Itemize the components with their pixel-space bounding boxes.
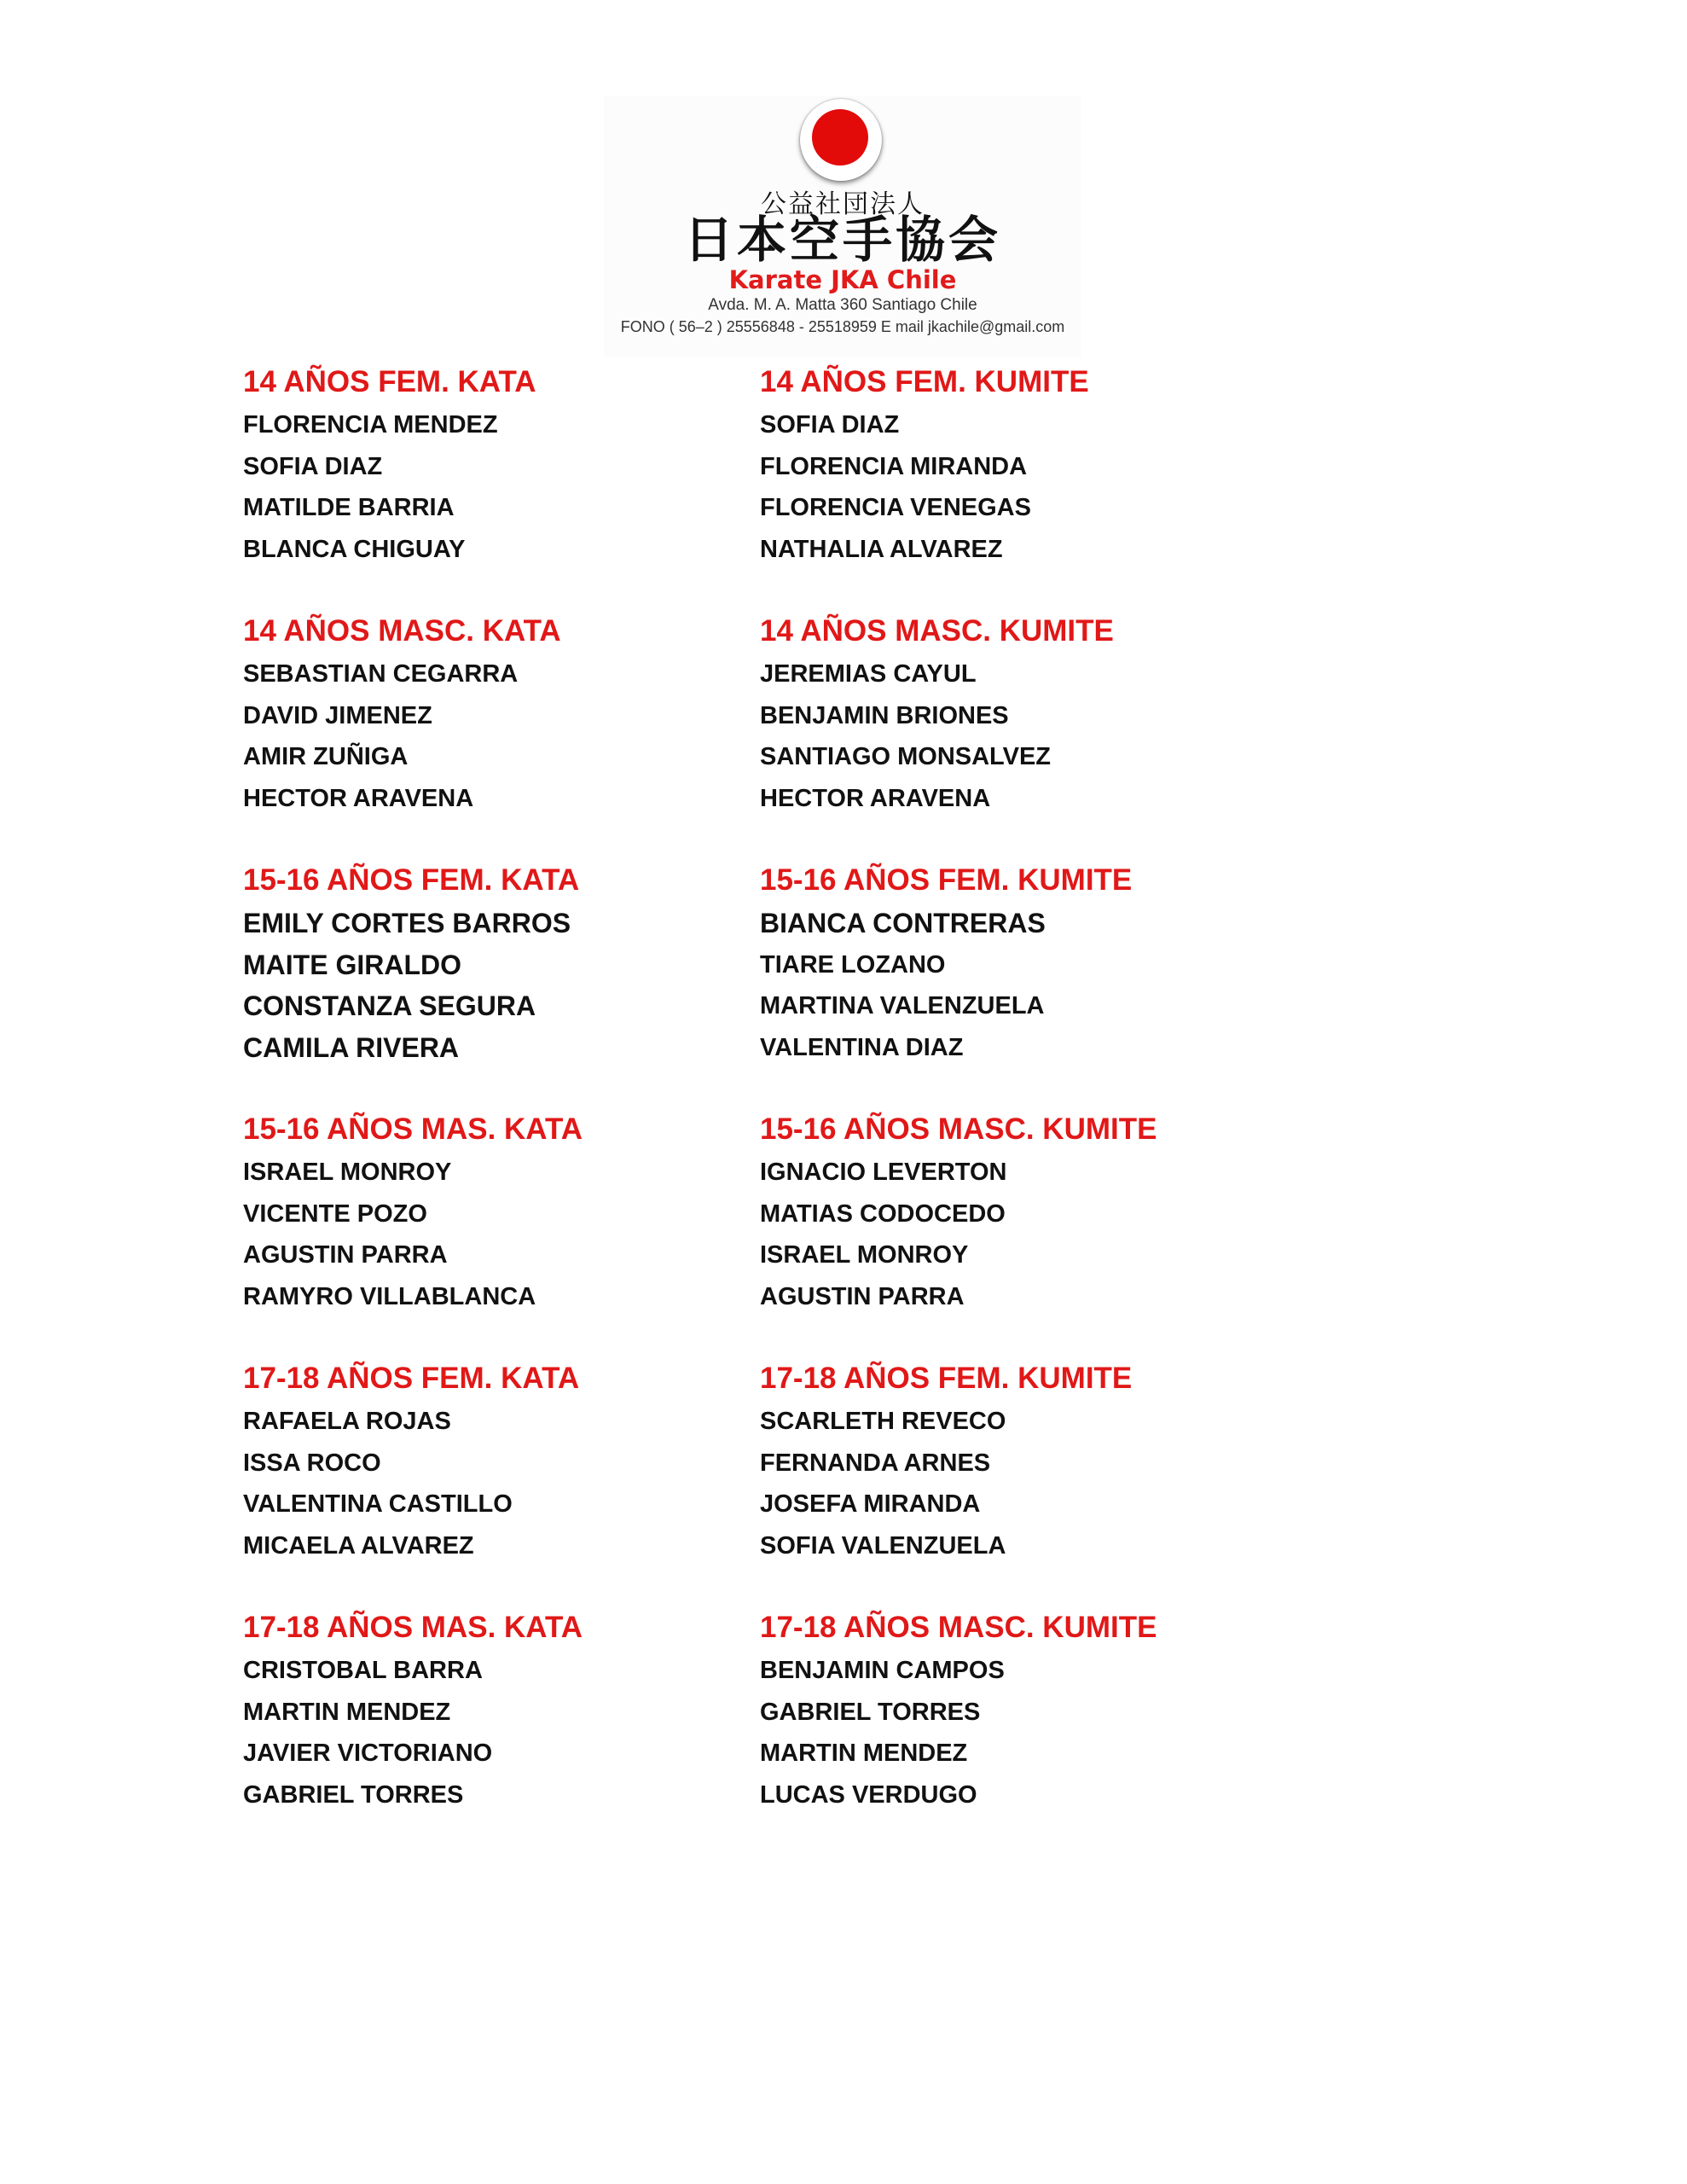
kumite-column <box>760 360 1289 1855</box>
athlete-name: JOSEFA MIRANDA <box>760 1490 981 1518</box>
category-title: 14 AÑOS FEM. KUMITE <box>760 365 1089 398</box>
category-block <box>760 360 1289 609</box>
category-block <box>243 1356 772 1606</box>
category-title: 17-18 AÑOS FEM. KUMITE <box>760 1362 1133 1395</box>
athlete-name: CAMILA RIVERA <box>243 1031 460 1063</box>
athlete-name: AMIR ZUÑIGA <box>243 743 409 770</box>
category-block <box>760 1356 1289 1606</box>
athlete-name: ISRAEL MONROY <box>760 1241 969 1269</box>
athlete-name: SOFIA DIAZ <box>760 411 900 439</box>
athlete-name: FLORENCIA MIRANDA <box>760 452 1028 480</box>
athlete-name: MAITE GIRALDO <box>243 949 461 980</box>
category-block <box>760 1107 1289 1356</box>
athlete-name: JAVIER VICTORIANO <box>243 1740 493 1767</box>
athlete-name: ISSA ROCO <box>243 1449 381 1477</box>
kata-column <box>243 360 772 1855</box>
category-block <box>243 360 772 609</box>
athlete-name: CONSTANZA SEGURA <box>243 990 536 1021</box>
athlete-name: MATILDE BARRIA <box>243 494 455 521</box>
category-block <box>760 609 1289 858</box>
category-title: 15-16 AÑOS FEM. KATA <box>243 863 580 897</box>
athlete-name: MARTINA VALENZUELA <box>760 992 1045 1019</box>
logo-contact: FONO ( 56–2 ) 25556848 - 25518959 E mail jkachile@gmail.com <box>620 318 1065 335</box>
athlete-name: SOFIA DIAZ <box>243 452 383 480</box>
athlete-name: BENJAMIN CAMPOS <box>760 1657 1005 1684</box>
athlete-list <box>760 404 1289 570</box>
category-title: 17-18 AÑOS FEM. KATA <box>243 1362 580 1395</box>
athlete-list <box>243 653 772 819</box>
athlete-name: AGUSTIN PARRA <box>760 1282 965 1310</box>
athlete-name: BIANCA CONTRERAS <box>760 908 1046 938</box>
jka-chile-logo <box>604 96 1081 357</box>
athlete-list <box>760 653 1289 819</box>
athlete-name: FLORENCIA MENDEZ <box>243 411 498 439</box>
category-title: 17-18 AÑOS MAS. KATA <box>243 1611 583 1644</box>
logo-kanji-title: 日本空手協会 <box>683 211 1001 269</box>
athlete-name: ISRAEL MONROY <box>243 1159 452 1186</box>
athlete-list <box>243 1152 772 1317</box>
athlete-list <box>760 903 1289 1068</box>
athlete-name: MARTIN MENDEZ <box>760 1740 968 1767</box>
category-block <box>243 609 772 858</box>
athlete-name: HECTOR ARAVENA <box>243 784 474 812</box>
athlete-name: VALENTINA DIAZ <box>760 1033 964 1061</box>
athlete-name: FLORENCIA VENEGAS <box>760 494 1031 521</box>
category-title: 15-16 AÑOS FEM. KUMITE <box>760 863 1133 897</box>
category-block <box>760 1606 1289 1855</box>
athlete-name: HECTOR ARAVENA <box>760 784 991 812</box>
athlete-name: LUCAS VERDUGO <box>760 1780 977 1809</box>
athlete-name: AGUSTIN PARRA <box>243 1241 448 1269</box>
athlete-name: GABRIEL TORRES <box>760 1698 981 1726</box>
logo-brand-name: Karate JKA Chile <box>728 265 957 294</box>
category-block <box>243 858 772 1107</box>
category-title: 14 AÑOS MASC. KUMITE <box>760 614 1114 648</box>
athlete-name: MARTIN MENDEZ <box>243 1698 451 1726</box>
athlete-name: SEBASTIAN CEGARRA <box>243 660 519 688</box>
athlete-name: VICENTE POZO <box>243 1199 427 1228</box>
athlete-name: FERNANDA ARNES <box>760 1449 991 1477</box>
category-title: 14 AÑOS FEM. KATA <box>243 365 536 398</box>
category-block <box>243 1606 772 1855</box>
athlete-name: IGNACIO LEVERTON <box>760 1159 1007 1186</box>
athlete-name: SOFIA VALENZUELA <box>760 1531 1006 1560</box>
athlete-list <box>760 1650 1289 1815</box>
logo-address: Avda. M. A. Matta 360 Santiago Chile <box>708 296 977 314</box>
athlete-name: SANTIAGO MONSALVEZ <box>760 743 1052 770</box>
athlete-list <box>243 903 772 1068</box>
category-title: 17-18 AÑOS MASC. KUMITE <box>760 1611 1157 1644</box>
athlete-list <box>760 1152 1289 1317</box>
athlete-name: BENJAMIN BRIONES <box>760 701 1009 729</box>
athlete-name: MICAELA ALVAREZ <box>243 1531 474 1560</box>
red-sun-icon <box>812 109 868 166</box>
athlete-name: MATIAS CODOCEDO <box>760 1199 1006 1228</box>
athlete-name: RAMYRO VILLABLANCA <box>243 1282 536 1310</box>
category-block <box>760 858 1289 1107</box>
category-title: 14 AÑOS MASC. KATA <box>243 614 561 648</box>
athlete-name: SCARLETH REVECO <box>760 1408 1006 1435</box>
athlete-list <box>243 1650 772 1815</box>
athlete-name: TIARE LOZANO <box>760 950 946 979</box>
athlete-name: GABRIEL TORRES <box>243 1780 464 1809</box>
athlete-list <box>243 1401 772 1566</box>
category-title: 15-16 AÑOS MASC. KUMITE <box>760 1112 1157 1146</box>
logo-kanji-subtitle: 公益社団法人 <box>761 189 925 219</box>
athlete-name: JEREMIAS CAYUL <box>760 660 977 688</box>
athlete-name: CRISTOBAL BARRA <box>243 1657 483 1684</box>
athlete-name: NATHALIA ALVAREZ <box>760 535 1003 563</box>
rising-sun-emblem-icon <box>800 99 882 181</box>
athlete-name: RAFAELA ROJAS <box>243 1408 451 1435</box>
athlete-list <box>243 404 772 570</box>
category-title: 15-16 AÑOS MAS. KATA <box>243 1112 583 1146</box>
athlete-name: EMILY CORTES BARROS <box>243 908 571 938</box>
athlete-name: DAVID JIMENEZ <box>243 701 432 729</box>
category-block <box>243 1107 772 1356</box>
athlete-name: VALENTINA CASTILLO <box>243 1490 513 1518</box>
athlete-list <box>760 1401 1289 1566</box>
athlete-name: BLANCA CHIGUAY <box>243 535 466 563</box>
